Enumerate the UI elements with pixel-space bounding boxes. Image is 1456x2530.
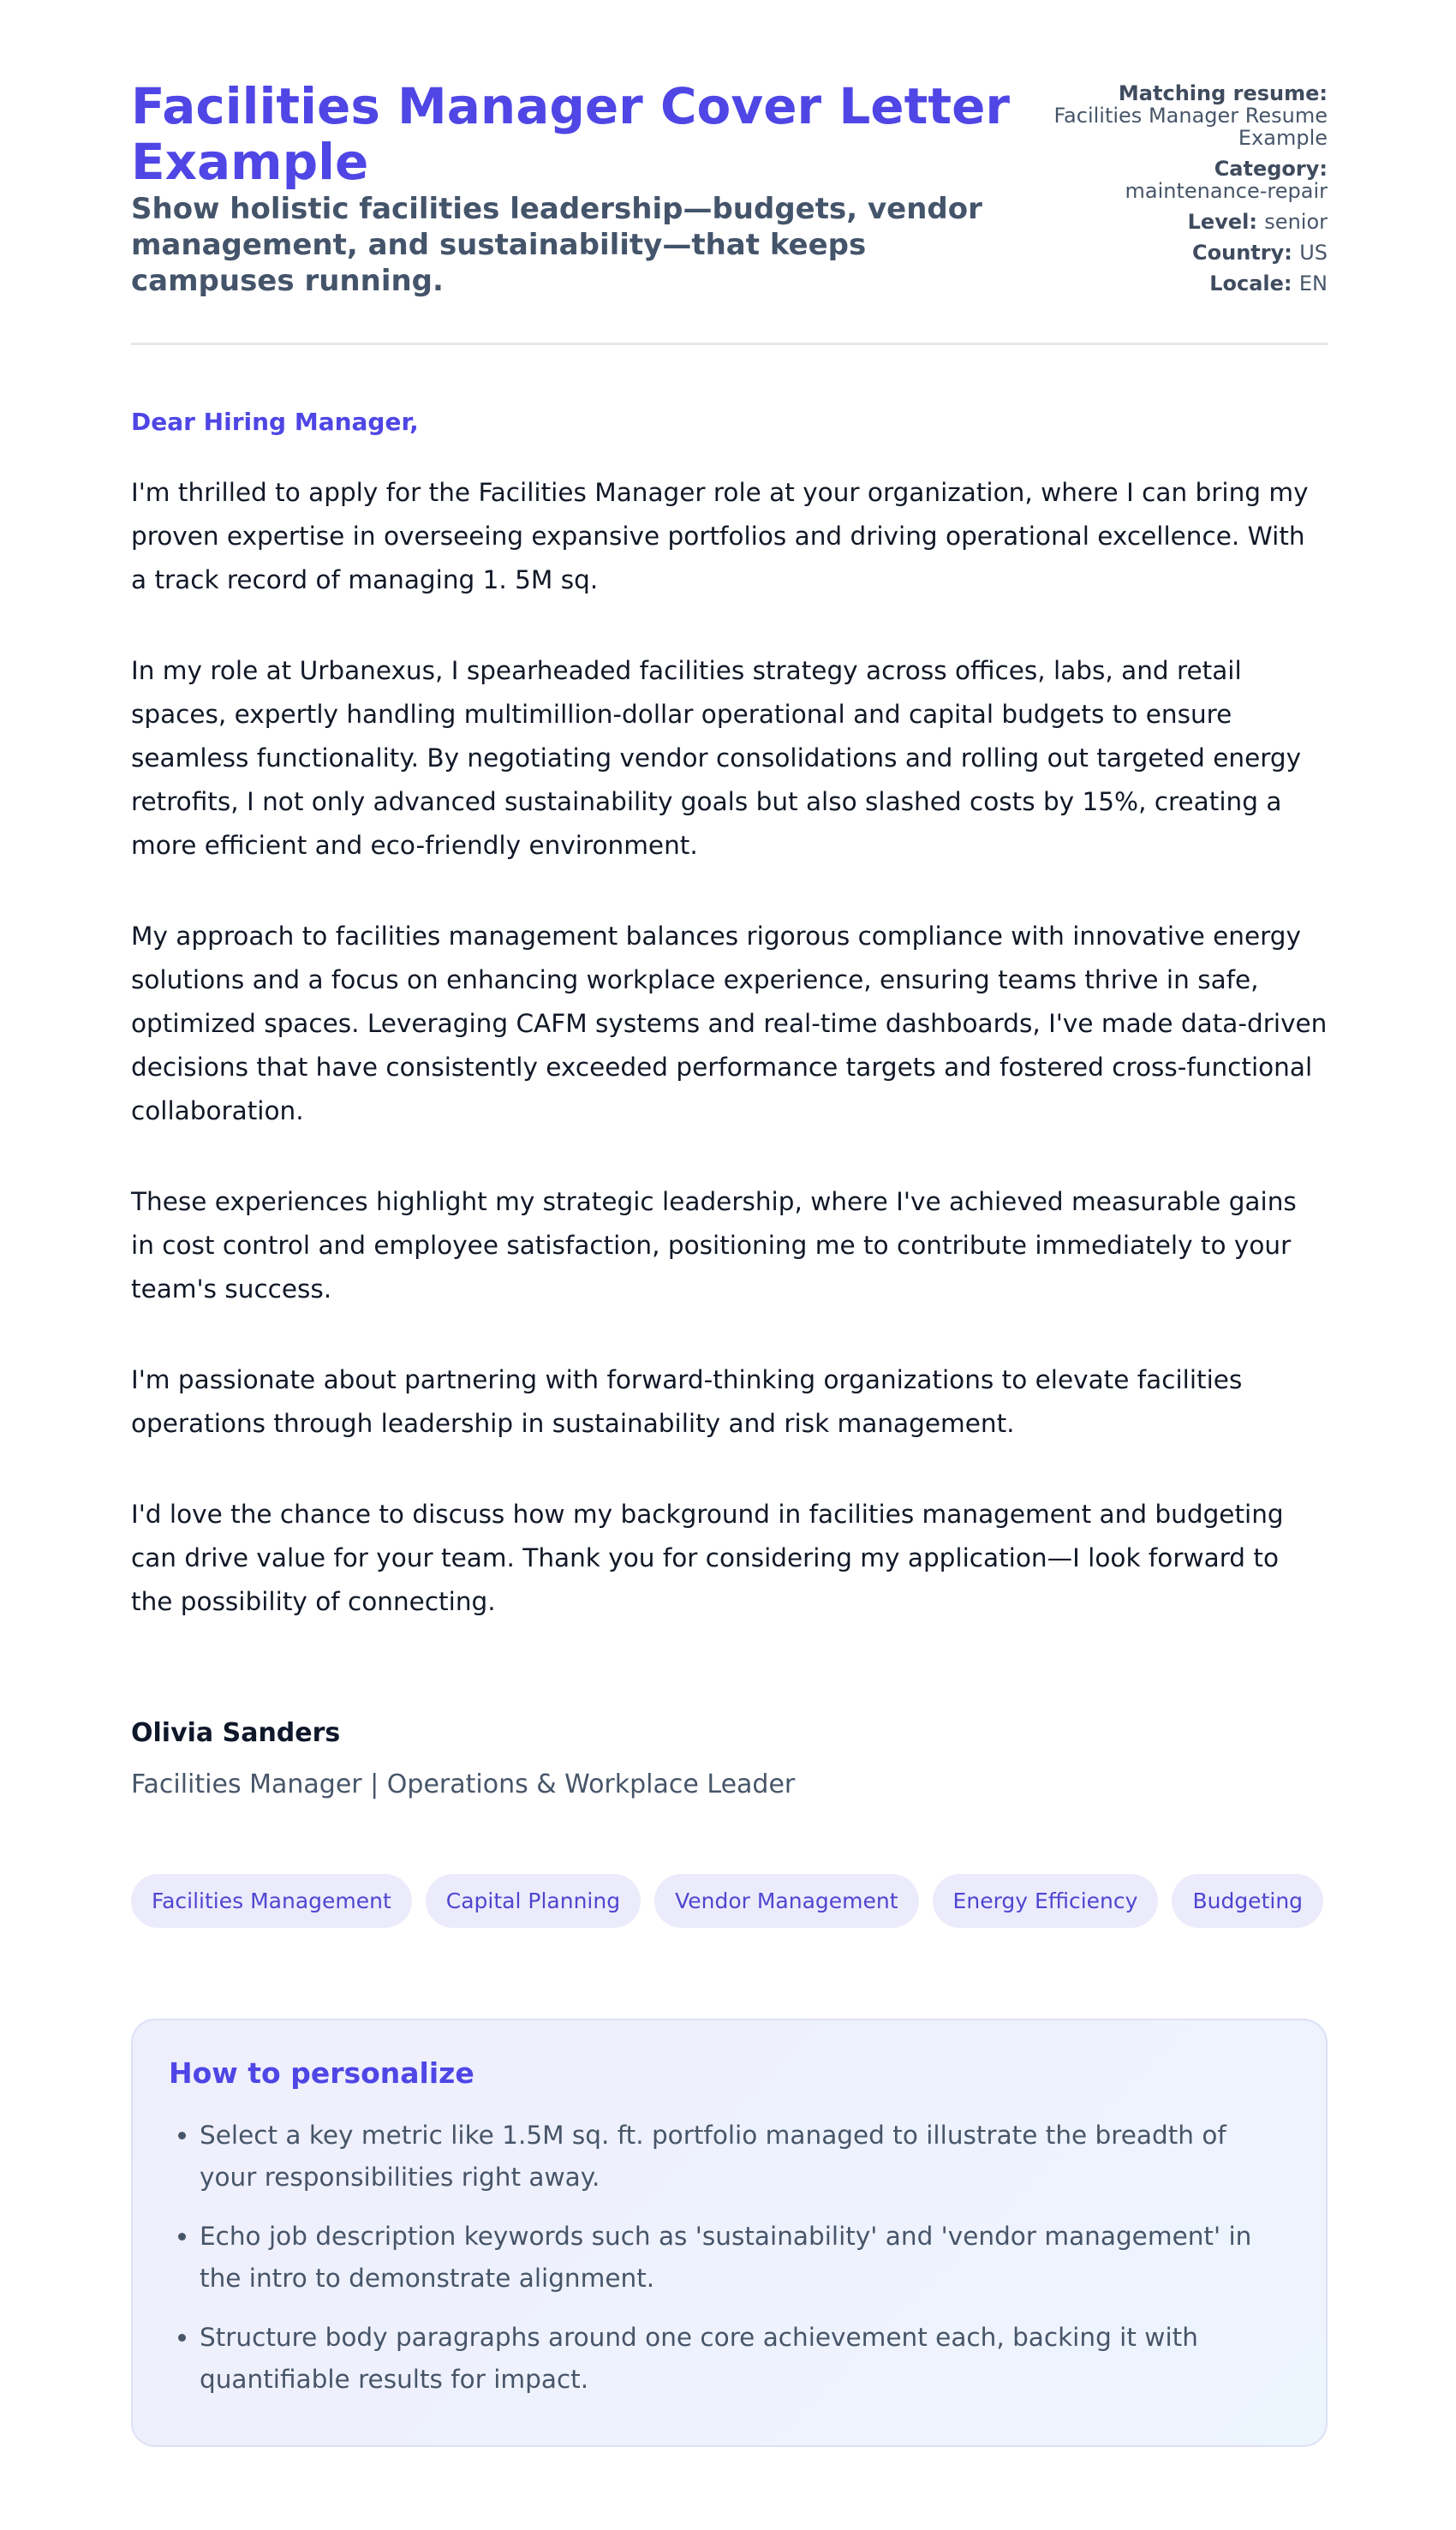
- tip-item: • Structure body paragraphs around one core achievement each, backing it with quantifiable results for impact.: [200, 2317, 1290, 2401]
- meta-label: Locale:: [1209, 271, 1299, 295]
- skill-tag: Facilities Management: [131, 1874, 412, 1928]
- skill-tags: [131, 1874, 1323, 1928]
- meta-value: senior: [1264, 210, 1328, 234]
- meta-label: Level:: [1187, 210, 1265, 234]
- letter-paragraph: I'm passionate about partnering with forward-thinking organizations to elevate facilities operations through leadership in sustainability and risk management.: [131, 1365, 1243, 1438]
- meta-level: [968, 211, 1328, 233]
- letter-paragraph: In my role at Urbanexus, I spearheaded facilities strategy across offices, labs, and retail spaces, expertly handling multimillion-dollar operational and capital budgets to ensure seamless functionality. By negotiating vendor consolidations and rolling out targeted energy retrofits, I not only advanced sustainability goals but also slashed costs by 15%, creating a more efficient and eco-friendly environment.: [131, 656, 1302, 860]
- skill-tag: Budgeting: [1172, 1874, 1323, 1928]
- letter-body: [131, 471, 1328, 1671]
- tip-item: • Echo job description keywords such as 'sustainability' and 'vendor management' in the intro to demonstrate alignment.: [200, 2216, 1290, 2300]
- meta-label: Category:: [1214, 157, 1328, 181]
- meta-value: maintenance-repair: [1125, 179, 1328, 203]
- meta-label: Country:: [1192, 241, 1300, 265]
- letter-paragraph: These experiences highlight my strategic leadership, where I've achieved measurable gains in cost control and employee satisfaction, positioning me to contribute immediately to your team's success.: [131, 1187, 1297, 1304]
- meta-locale: [968, 272, 1328, 295]
- skill-tag: Vendor Management: [654, 1874, 918, 1928]
- page-header: [131, 79, 1328, 301]
- skill-tag: Energy Efficiency: [933, 1874, 1159, 1928]
- letter-paragraph: I'm thrilled to apply for the Facilities Manager role at your organization, where I can bring my proven expertise in overseeing expansive portfolios and driving operational excellence. With a track record of managing 1. 5M sq.: [131, 478, 1309, 594]
- page-subtitle: Show holistic facilities leadership—budgets, vendor management, and sustainability—that keeps campuses running.: [131, 192, 982, 298]
- meta-country: [968, 242, 1328, 264]
- letter-paragraph: My approach to facilities management balances rigorous compliance with innovative energy solutions and a focus on enhancing workplace experience, ensuring teams thrive in safe, optimized spaces. Leveraging CAFM systems and real-time dashboards, I've made data-driven decisions that have consistently exceeded performance targets and fostered cross-functional collaboration.: [131, 922, 1328, 1125]
- meta-panel: [968, 82, 1328, 303]
- personalize-tips-card: [131, 2019, 1328, 2447]
- page-title: Facilities Manager Cover Letter Example: [131, 77, 1011, 191]
- signature-name: Olivia Sanders: [131, 1718, 341, 1748]
- meta-value: US: [1299, 241, 1328, 265]
- meta-label: Matching resume:: [1118, 81, 1328, 105]
- header-divider: [131, 343, 1328, 345]
- meta-value: EN: [1298, 271, 1328, 295]
- meta-category: [968, 158, 1328, 202]
- letter-paragraph: I'd love the chance to discuss how my background in facilities management and budgeting can drive value for your team. Thank you for considering my application—I look forward to the possibility of connecting.: [131, 1500, 1284, 1616]
- signature-title: Facilities Manager | Operations & Workplace Leader: [131, 1769, 796, 1799]
- tips-list: [169, 2115, 1290, 2401]
- matching-resume-link[interactable]: Facilities Manager Resume Example: [1053, 104, 1328, 150]
- skill-tag: Capital Planning: [426, 1874, 641, 1928]
- tips-heading: How to personalize: [169, 2056, 474, 2090]
- meta-matching-resume: [968, 82, 1328, 149]
- tip-item: • Select a key metric like 1.5M sq. ft. portfolio managed to illustrate the breadth of your responsibilities right away.: [200, 2115, 1290, 2199]
- signature-block: [131, 1716, 795, 1802]
- letter-salutation: Dear Hiring Manager,: [131, 408, 419, 436]
